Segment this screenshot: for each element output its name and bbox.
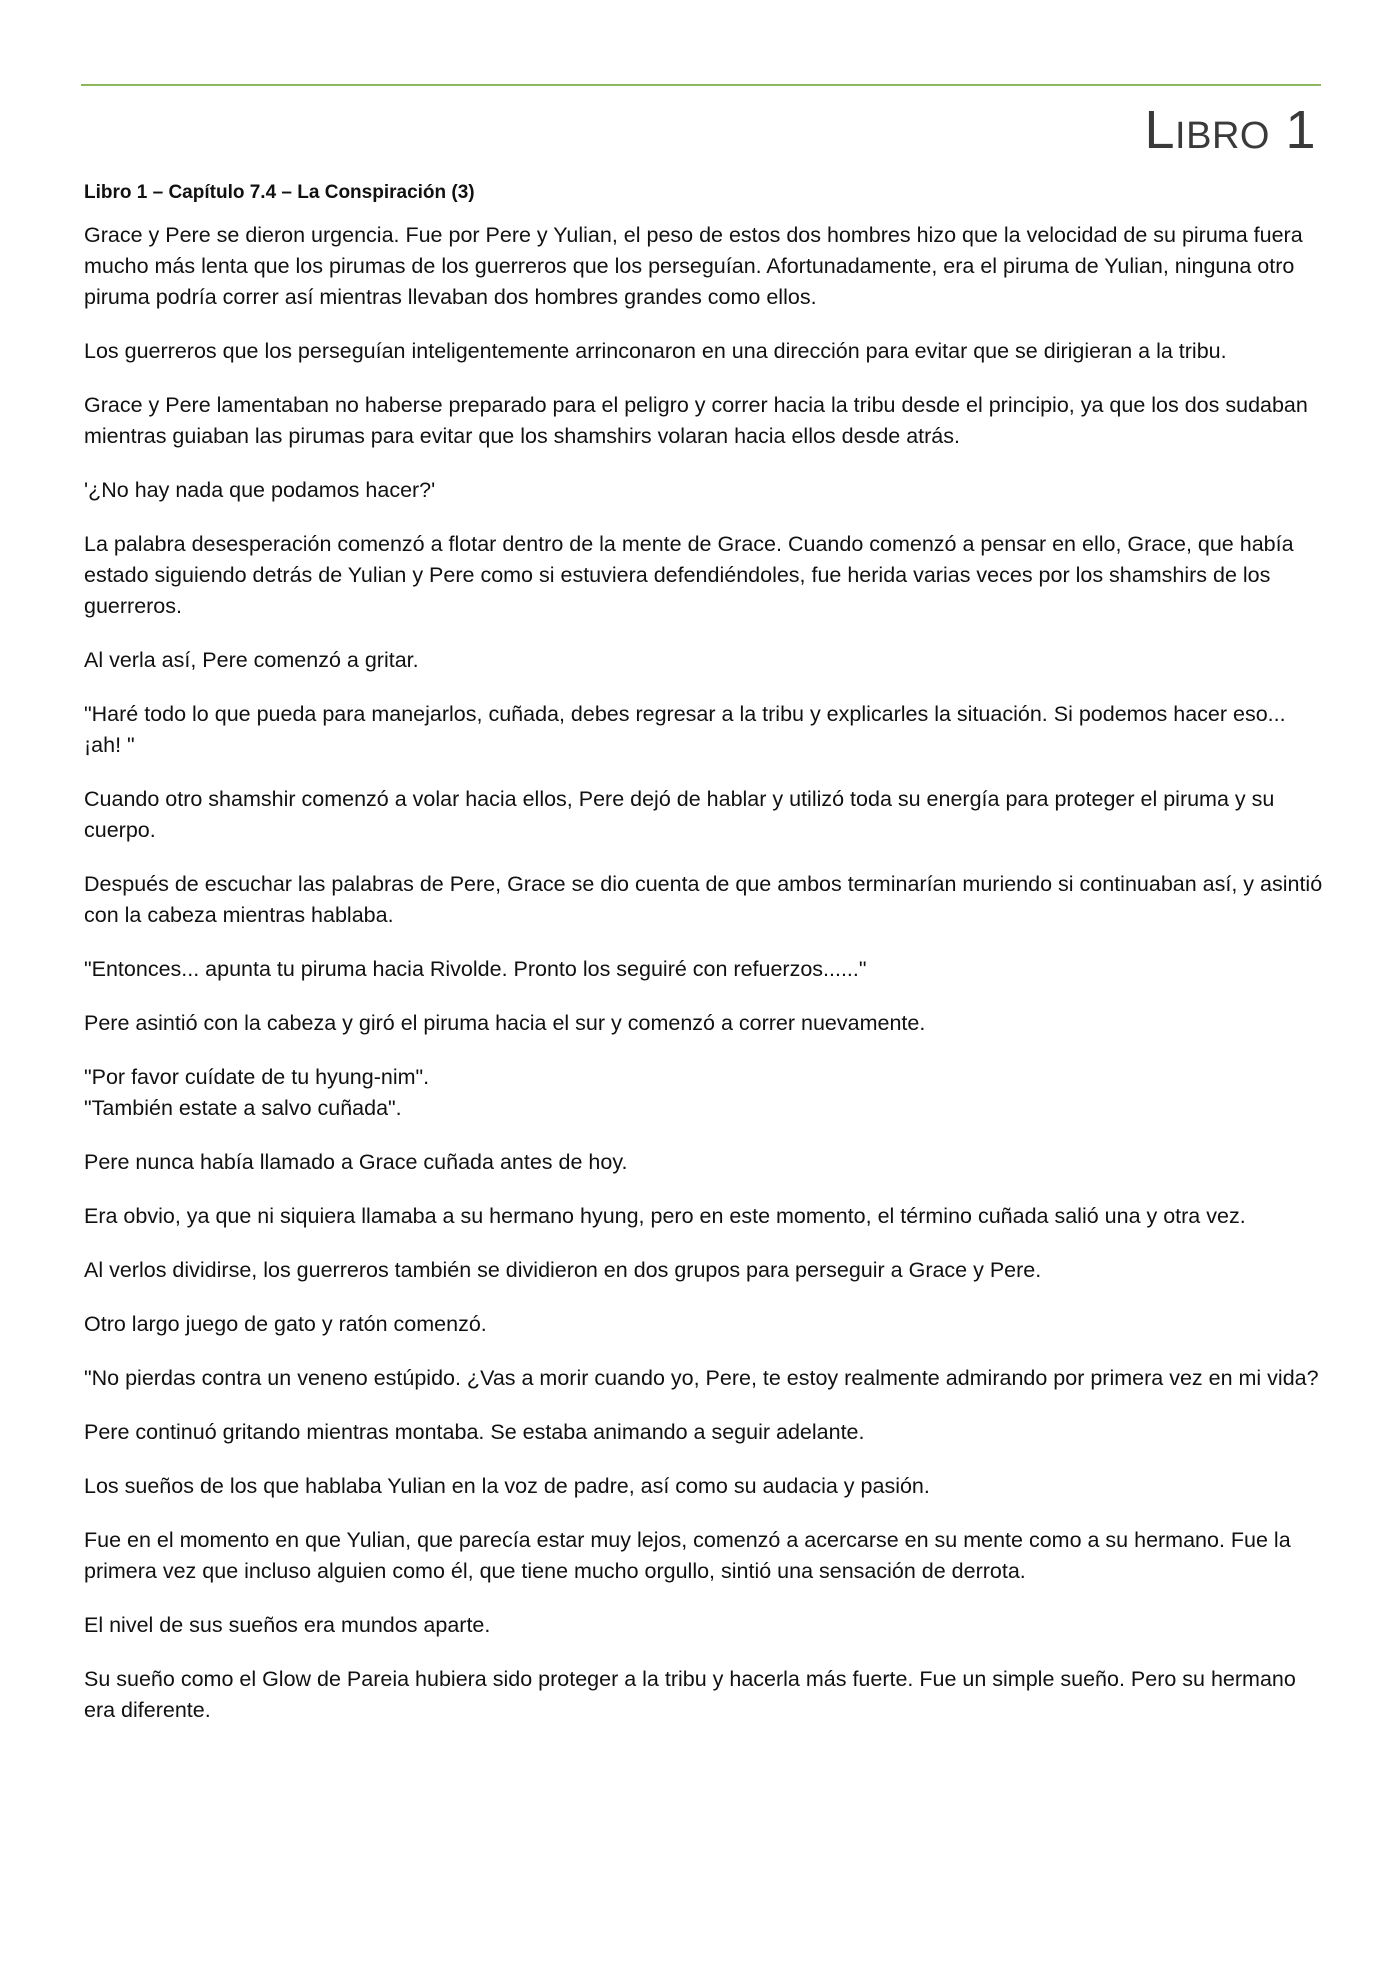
- paragraph: El nivel de sus sueños era mundos aparte.: [84, 1613, 491, 1637]
- paragraph: Pere nunca había llamado a Grace cuñada antes de hoy.: [84, 1150, 628, 1174]
- document-body: [84, 180, 1324, 1749]
- paragraph: Pere asintió con la cabeza y giró el piruma hacia el sur y comenzó a correr nuevamente.: [84, 1011, 926, 1035]
- paragraph: Su sueño como el Glow de Pareia hubiera sido proteger a la tribu y hacerla más fuerte. Fue un simple sueño. Pero su hermano era diferente.: [84, 1667, 1296, 1722]
- paragraph: Grace y Pere lamentaban no haberse preparado para el peligro y correr hacia la tribu desde el principio, ya que los dos sudaban mientras guiaban las pirumas para evitar que los shamshirs volaran hacia ellos desde atrás.: [84, 393, 1308, 448]
- paragraph: Pere continuó gritando mientras montaba. Se estaba animando a seguir adelante.: [84, 1420, 865, 1444]
- paragraph: Otro largo juego de gato y ratón comenzó.: [84, 1312, 487, 1336]
- paragraph: Cuando otro shamshir comenzó a volar hacia ellos, Pere dejó de hablar y utilizó toda su energía para proteger el piruma y su cuerpo.: [84, 787, 1275, 842]
- paragraph: '¿No hay nada que podamos hacer?': [84, 478, 436, 502]
- paragraph: "Entonces... apunta tu piruma hacia Rivolde. Pronto los seguiré con refuerzos......": [84, 957, 867, 981]
- paragraph: "Por favor cuídate de tu hyung-nim". "También estate a salvo cuñada".: [84, 1065, 430, 1120]
- paragraph: Después de escuchar las palabras de Pere, Grace se dio cuenta de que ambos terminarían muriendo si continuaban así, y asintió con la cabeza mientras hablaba.: [84, 872, 1323, 927]
- paragraph: Los sueños de los que hablaba Yulian en la voz de padre, así como su audacia y pasión.: [84, 1474, 930, 1498]
- paragraph: "No pierdas contra un veneno estúpido. ¿Vas a morir cuando yo, Pere, te estoy realmente admirando por primera vez en mi vida?: [84, 1366, 1319, 1390]
- header-rule: [81, 84, 1321, 86]
- paragraph: Era obvio, ya que ni siquiera llamaba a su hermano hyung, pero en este momento, el término cuñada salió una y otra vez.: [84, 1204, 1246, 1228]
- running-head: Libro 1: [1144, 100, 1316, 160]
- paragraph: Fue en el momento en que Yulian, que parecía estar muy lejos, comenzó a acercarse en su mente como a su hermano. Fue la primera vez que incluso alguien como él, que tiene mucho orgullo, sintió una sensación de derrota.: [84, 1528, 1291, 1583]
- paragraph: Al verla así, Pere comenzó a gritar.: [84, 648, 419, 672]
- chapter-heading: Libro 1 – Capítulo 7.4 – La Conspiración (3): [84, 182, 475, 203]
- paragraph: Al verlos dividirse, los guerreros también se dividieron en dos grupos para perseguir a Grace y Pere.: [84, 1258, 1042, 1282]
- paragraph: "Haré todo lo que pueda para manejarlos, cuñada, debes regresar a la tribu y explicarles la situación. Si podemos hacer eso... ¡ah! ": [84, 702, 1286, 757]
- paragraph: Los guerreros que los perseguían inteligentemente arrinconaron en una dirección para evitar que se dirigieran a la tribu.: [84, 339, 1227, 363]
- paragraph: Grace y Pere se dieron urgencia. Fue por Pere y Yulian, el peso de estos dos hombres hizo que la velocidad de su piruma fuera mucho más lenta que los pirumas de los guerreros que los perseguían. Afortunadamente, era el piruma de Yulian, ninguna otro piruma podría correr así mientras llevaban dos hombres grandes como ellos.: [84, 223, 1303, 309]
- paragraph: La palabra desesperación comenzó a flotar dentro de la mente de Grace. Cuando comenzó a pensar en ello, Grace, que había estado siguiendo detrás de Yulian y Pere como si estuviera defendiéndoles, fue herida varias veces por los shamshirs de los guerreros.: [84, 532, 1294, 618]
